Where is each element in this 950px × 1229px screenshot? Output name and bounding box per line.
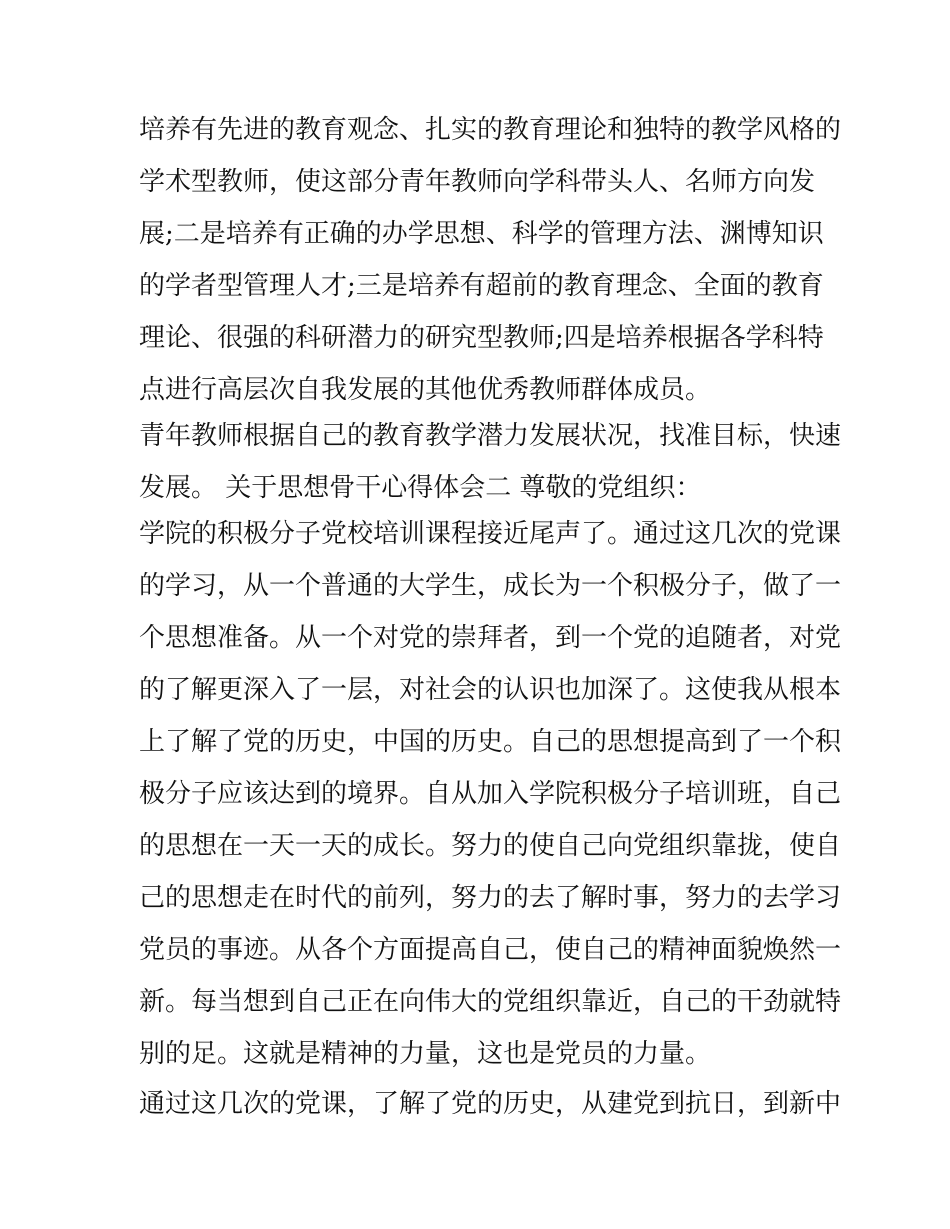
- text-line: 理论、很强的科研潜力的研究型教师;四是培养根据各学科特: [139, 323, 824, 353]
- text-line: 学术型教师，使这部分青年教师向学科带头人、名师方向发: [139, 167, 816, 197]
- text-line: 培养有先进的教育观念、扎实的教育理论和独特的教学风格的: [139, 115, 842, 145]
- text-line: 的学者型管理人才;三是培养有超前的教育理念、全面的教育: [139, 271, 824, 301]
- text-line: 学院的积极分子党校培训课程接近尾声了。通过这几次的党课: [139, 519, 842, 549]
- text-line: 个思想准备。从一个对党的崇拜者，到一个党的追随者，对党: [139, 623, 842, 653]
- text-line: 党员的事迹。从各个方面提高自己，使自己的精神面貌焕然一: [139, 935, 842, 965]
- text-line: 上了解了党的历史，中国的历史。自己的思想提高到了一个积: [139, 727, 842, 757]
- text-line: 别的足。这就是精神的力量，这也是党员的力量。: [139, 1039, 712, 1069]
- text-line: 青年教师根据自己的教育教学潜力发展状况，找准目标，快速: [139, 421, 842, 451]
- text-line: 点进行高层次自我发展的其他优秀教师群体成员。: [139, 375, 712, 405]
- text-line: 新。每当想到自己正在向伟大的党组织靠近，自己的干劲就特: [139, 987, 842, 1017]
- text-line: 通过这几次的党课，了解了党的历史，从建党到抗日，到新中: [139, 1089, 842, 1119]
- text-line: 发展。 关于思想骨干心得体会二 尊敬的党组织：: [139, 473, 702, 503]
- text-line: 展;二是培养有正确的办学思想、科学的管理方法、渊博知识: [139, 219, 824, 249]
- text-line: 极分子应该达到的境界。自从加入学院积极分子培训班，自己: [139, 779, 842, 809]
- text-line: 己的思想走在时代的前列，努力的去了解时事，努力的去学习: [139, 883, 842, 913]
- text-line: 的思想在一天一天的成长。努力的使自己向党组织靠拢，使自: [139, 831, 842, 861]
- text-line: 的了解更深入了一层，对社会的认识也加深了。这使我从根本: [139, 675, 842, 705]
- text-line: 的学习，从一个普通的大学生，成长为一个积极分子，做了一: [139, 571, 842, 601]
- document-body: [139, 108, 842, 1134]
